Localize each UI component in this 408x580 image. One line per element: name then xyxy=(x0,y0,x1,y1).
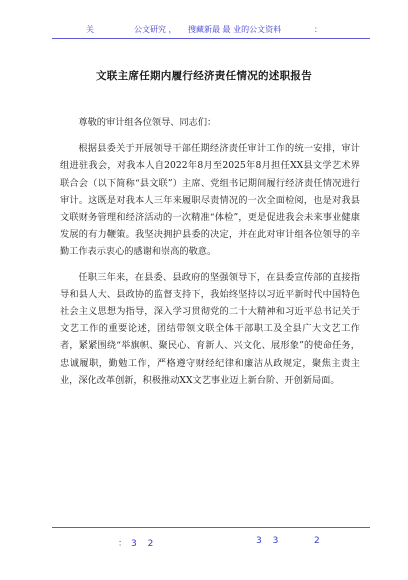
header-divider xyxy=(52,38,370,39)
header-left-text: 关 xyxy=(86,25,94,34)
document-body xyxy=(60,114,360,389)
paragraph-2: 任职三年来，在县委、县政府的坚强领导下，在县委宣传部的直接指导和县人大、县政协的监督支持下，我始终坚持以习近平新时代中国特色社会主义思想为指导，深入学习贯彻党的二十大精神和习近平总书记关于文艺工作的重要论述，团结带领文联全体干部职工及全县广大文艺工作者，紧紧围绕“举旗帜、聚民心、育新人、兴文化、展形象”的使命任务，忠诚履职，勤勉工作，严格遵守财经纪律和廉洁从政规定，聚焦主责主业，深化改革创新，积极推动XX文艺事业迈上新台阶、开创新局面。 xyxy=(60,271,360,386)
footer-left-text: ：3 2 xyxy=(118,539,158,549)
header-middle-text-1: 公文研究 ， xyxy=(134,25,177,34)
document-title: 文联主席任期内履行经济责任情况的述职报告 xyxy=(96,70,312,82)
page-footer xyxy=(0,530,408,548)
header-middle-text-2: 搜藏新最 最 业的公文资料 xyxy=(188,25,282,34)
footer-divider xyxy=(52,527,370,528)
salutation: 尊敬的审计组各位领导、同志们： xyxy=(78,117,217,128)
footer-right-text: 2 xyxy=(314,536,324,546)
header-right-text: ： xyxy=(314,25,322,34)
page-header xyxy=(0,0,408,38)
paragraph-1: 根据县委关于开展领导干部任期经济责任审计工作的统一安排，审计组进驻我会，对我本人自2022年8月至2025年8月担任XX县文学艺术界联合会（以下简称“县文联”）主席、党组书记期间履行经济责任情况进行审计。这既是对我本人三年来履职尽责情况的一次全面检阅，也是对我县文联财务管理和经济活动的一次精准“体检”，更是促进我会未来事业健康发展的有力鞭策。我坚决拥护县委的决定，并在此对审计组各位领导的辛勤工作表示衷心的感谢和崇高的敬意。 xyxy=(60,143,360,258)
footer-middle-text: 3 3 xyxy=(256,536,283,546)
